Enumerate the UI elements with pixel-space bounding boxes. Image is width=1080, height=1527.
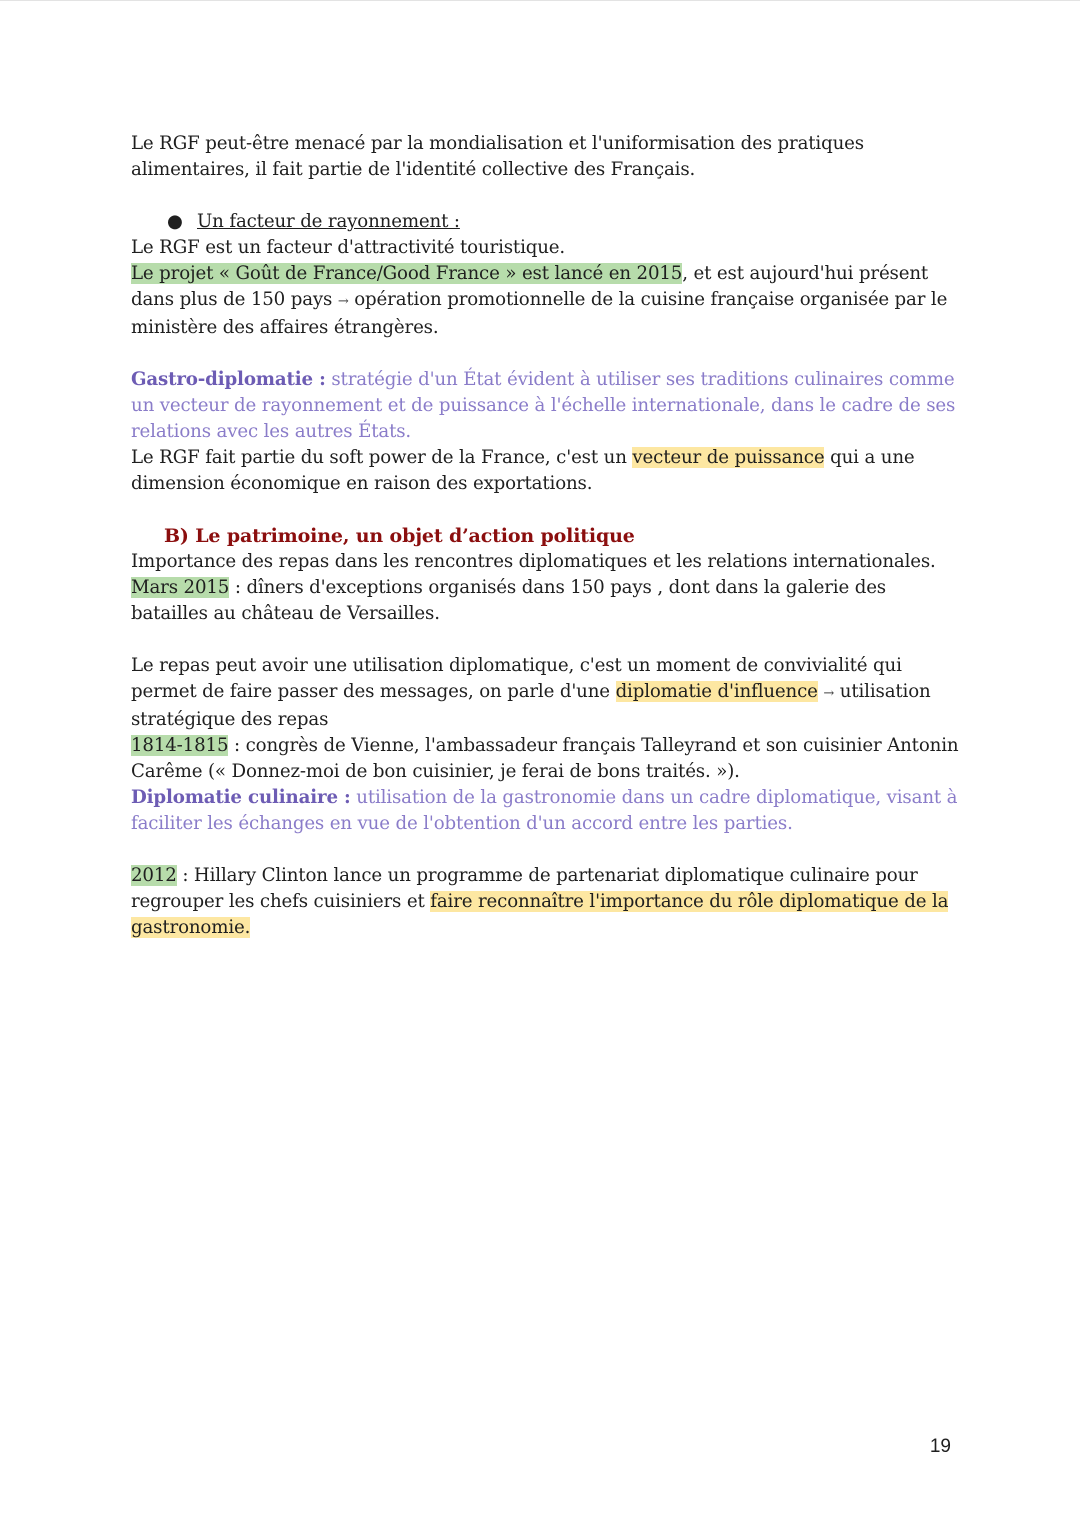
- bullet-item-rayonnement: [131, 209, 961, 235]
- document-page-body: [131, 131, 961, 941]
- definition-text: utilisation de la gastronomie dans un cadre diplomatique, visant à faciliter les échanges en vue de l'obtention d'un accord entre les parties.: [131, 787, 958, 834]
- highlight-date: Mars 2015: [131, 577, 230, 598]
- paragraph-congres-vienne: [131, 733, 961, 785]
- definition-text: stratégie d'un État évident à utiliser ses traditions culinaires comme un vecteur de rayonnement et de puissance à l'échelle internationale, dans le cadre de ses relations avec les autres États.: [131, 369, 956, 442]
- spacer: [131, 341, 961, 367]
- spacer: [131, 837, 961, 863]
- definition-term: Gastro-diplomatie :: [131, 369, 326, 390]
- text-span: : congrès de Vienne, l'ambassadeur français Talleyrand et son cuisinier Antonin Carême (« Donnez-moi de bon cuisinier, je ferai de bons traités. »).: [131, 735, 959, 782]
- text-span: Le repas peut avoir une utilisation diplomatique, c'est un moment de convivialité qui permet de faire passer des messages, on parle d'une: [131, 655, 902, 702]
- paragraph-rgf-threat: Le RGF peut-être menacé par la mondialisation et l'uniformisation des pratiques alimentaires, il fait partie de l'identité collective des Français.: [131, 133, 864, 180]
- text-span: : dîners d'exceptions organisés dans 150 pays , dont dans la galerie des batailles au château de Versailles.: [131, 577, 886, 624]
- paragraph-gout-de-france: [131, 261, 961, 341]
- text-span: qui a une dimension économique en raison des exportations.: [131, 447, 915, 494]
- highlight-date: 2012: [131, 865, 177, 886]
- bullet-icon: ●: [167, 211, 183, 232]
- paragraph-importance-repas: Importance des repas dans les rencontres diplomatiques et les relations internationales.: [131, 551, 936, 572]
- page-number: 19: [929, 1436, 951, 1457]
- spacer: [131, 627, 961, 653]
- highlight-diplomatie-influence: diplomatie d'influence: [615, 681, 818, 702]
- section-title-b: B) Le patrimoine, un objet d’action politique: [164, 525, 635, 547]
- highlight-role-diplomatique: faire reconnaître l'importance du rôle diplomatique de la gastronomie.: [131, 891, 949, 938]
- paragraph-hillary-clinton: [131, 863, 961, 941]
- definition-gastro-diplomatie: [131, 367, 961, 445]
- highlight-vecteur-puissance: vecteur de puissance: [632, 447, 825, 468]
- text-span: Le RGF fait partie du soft power de la France, c'est un: [131, 447, 633, 468]
- definition-diplomatie-culinaire: [131, 785, 961, 837]
- text-span: : Hillary Clinton lance un programme de partenariat diplomatique culinaire pour regrouper les chefs cuisiniers et: [131, 865, 918, 912]
- spacer: [131, 497, 961, 523]
- bullet-label: Un facteur de rayonnement :: [197, 211, 460, 232]
- paragraph-repas-diplomatique: [131, 653, 961, 733]
- text-span: utilisation stratégique des repas: [131, 681, 931, 730]
- page-top-border: [0, 0, 1080, 1]
- text-span: , et est aujourd'hui présent dans plus de 150 pays: [131, 263, 929, 310]
- paragraph-mars-2015: [131, 575, 961, 627]
- text-span: opération promotionnelle de la cuisine française organisée par le ministère des affaires étrangères.: [131, 289, 948, 338]
- definition-term: Diplomatie culinaire :: [131, 787, 351, 808]
- arrow-right-icon: →: [337, 294, 349, 309]
- spacer: [131, 183, 961, 209]
- paragraph-attractivite: Le RGF est un facteur d'attractivité touristique.: [131, 237, 566, 258]
- arrow-right-icon: →: [823, 686, 835, 701]
- highlight-gout-de-france: Le projet « Goût de France/Good France » est lancé en 2015: [131, 263, 683, 284]
- paragraph-soft-power: [131, 445, 961, 497]
- highlight-date: 1814-1815: [131, 735, 229, 756]
